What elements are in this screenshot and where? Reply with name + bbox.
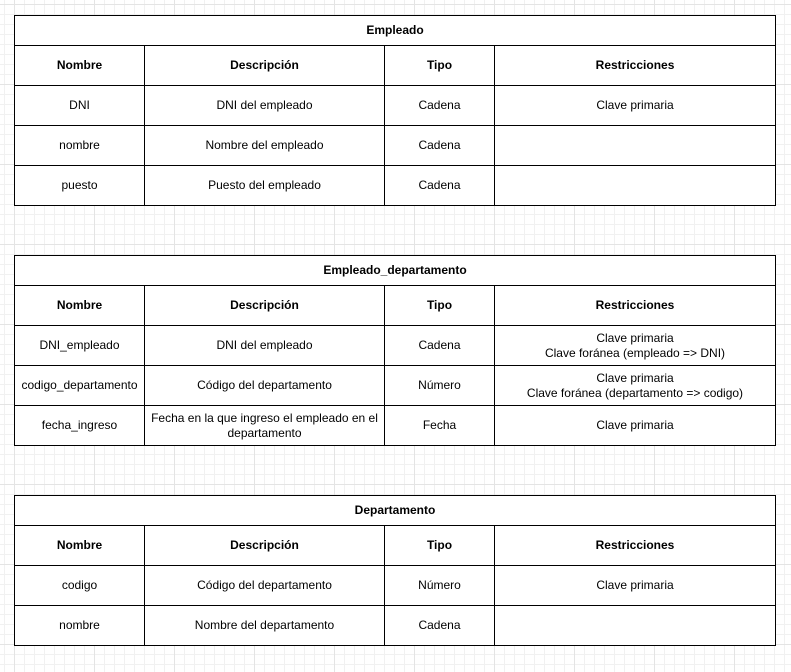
table-row <box>15 366 776 406</box>
cell-tipo[interactable]: Cadena <box>385 606 495 646</box>
cell-tipo[interactable]: Cadena <box>385 86 495 126</box>
column-header-restricciones[interactable]: Restricciones <box>495 286 776 326</box>
entity-table-departamento <box>14 495 776 646</box>
cell-nombre[interactable]: nombre <box>15 126 145 166</box>
column-header-descripcion[interactable]: Descripción <box>145 46 385 86</box>
column-header-tipo[interactable]: Tipo <box>385 286 495 326</box>
cell-restricciones[interactable] <box>495 606 776 646</box>
cell-nombre[interactable]: nombre <box>15 606 145 646</box>
table-title[interactable]: Departamento <box>15 496 776 526</box>
table-row <box>15 566 776 606</box>
table-row <box>15 126 776 166</box>
column-header-restricciones[interactable]: Restricciones <box>495 526 776 566</box>
cell-descripcion[interactable]: DNI del empleado <box>145 86 385 126</box>
cell-restricciones[interactable]: Clave primaria Clave foránea (departamento => codigo) <box>495 366 776 406</box>
column-header-descripcion[interactable]: Descripción <box>145 286 385 326</box>
table-row <box>15 166 776 206</box>
header-row <box>15 46 776 86</box>
entity-table-empleado <box>14 15 776 206</box>
table-row <box>15 406 776 446</box>
cell-tipo[interactable]: Cadena <box>385 126 495 166</box>
cell-nombre[interactable]: fecha_ingreso <box>15 406 145 446</box>
cell-descripcion[interactable]: Fecha en la que ingreso el empleado en el departamento <box>145 406 385 446</box>
cell-tipo[interactable]: Número <box>385 566 495 606</box>
table-title[interactable]: Empleado <box>15 16 776 46</box>
column-header-nombre[interactable]: Nombre <box>15 526 145 566</box>
table-row <box>15 606 776 646</box>
cell-nombre[interactable]: DNI <box>15 86 145 126</box>
cell-nombre[interactable]: codigo <box>15 566 145 606</box>
cell-restricciones[interactable]: Clave primaria Clave foránea (empleado => DNI) <box>495 326 776 366</box>
cell-descripcion[interactable]: Puesto del empleado <box>145 166 385 206</box>
cell-restricciones[interactable]: Clave primaria <box>495 566 776 606</box>
cell-restricciones[interactable] <box>495 166 776 206</box>
cell-tipo[interactable]: Cadena <box>385 326 495 366</box>
cell-descripcion[interactable]: Nombre del empleado <box>145 126 385 166</box>
cell-tipo[interactable]: Cadena <box>385 166 495 206</box>
entity-table-empleado-departamento <box>14 255 776 446</box>
cell-descripcion[interactable]: Código del departamento <box>145 566 385 606</box>
column-header-tipo[interactable]: Tipo <box>385 526 495 566</box>
column-header-descripcion[interactable]: Descripción <box>145 526 385 566</box>
header-row <box>15 526 776 566</box>
table-title[interactable]: Empleado_departamento <box>15 256 776 286</box>
cell-descripcion[interactable]: Nombre del departamento <box>145 606 385 646</box>
cell-nombre[interactable]: codigo_departamento <box>15 366 145 406</box>
cell-nombre[interactable]: puesto <box>15 166 145 206</box>
cell-nombre[interactable]: DNI_empleado <box>15 326 145 366</box>
column-header-tipo[interactable]: Tipo <box>385 46 495 86</box>
column-header-nombre[interactable]: Nombre <box>15 46 145 86</box>
column-header-restricciones[interactable]: Restricciones <box>495 46 776 86</box>
cell-tipo[interactable]: Fecha <box>385 406 495 446</box>
cell-tipo[interactable]: Número <box>385 366 495 406</box>
table-row <box>15 326 776 366</box>
cell-descripcion[interactable]: DNI del empleado <box>145 326 385 366</box>
cell-descripcion[interactable]: Código del departamento <box>145 366 385 406</box>
cell-restricciones[interactable] <box>495 126 776 166</box>
cell-restricciones[interactable]: Clave primaria <box>495 86 776 126</box>
table-row <box>15 86 776 126</box>
header-row <box>15 286 776 326</box>
cell-restricciones[interactable]: Clave primaria <box>495 406 776 446</box>
column-header-nombre[interactable]: Nombre <box>15 286 145 326</box>
